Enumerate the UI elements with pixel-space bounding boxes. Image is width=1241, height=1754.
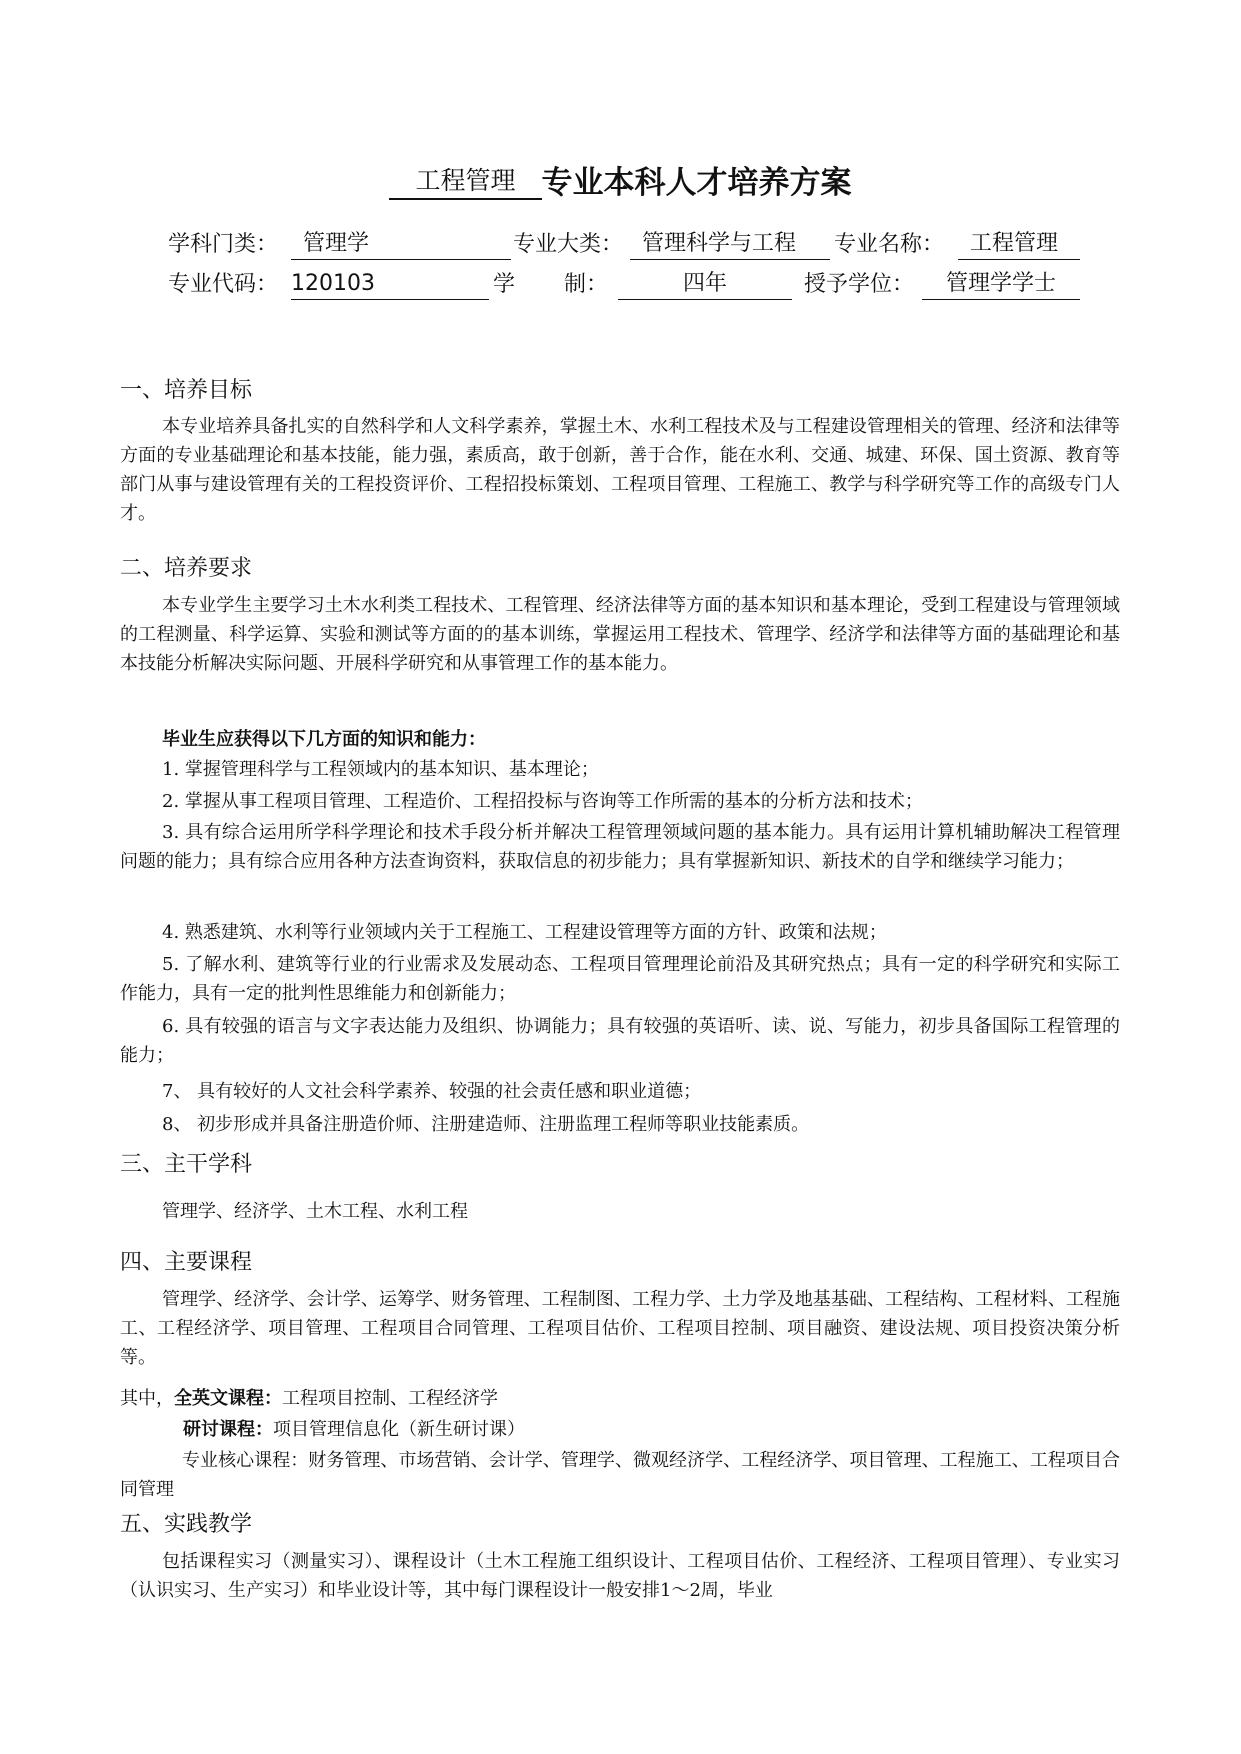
- meta-row-2: [168, 265, 1108, 305]
- discipline-label: 学科门类：: [168, 232, 279, 257]
- core-courses-text: 专业核心课程：财务管理、市场营销、会计学、管理学、微观经济学、工程经济学、项目管理、工程施工、工程项目合同管理: [120, 1450, 1120, 1500]
- document-title: [0, 164, 1241, 200]
- section-text-requirements: 本专业学生主要学习土木水利类工程技术、工程管理、经济法律等方面的基本知识和基本理论，受到工程建设与管理领域的工程测量、科学运算、实验和测试等方面的的基本训练，掌握运用工程技术、管理学、经济学和法律等方面的基础理论和基本技能分析解决实际问题、开展科学研究和从事管理工作的基本能力。: [120, 595, 1120, 674]
- seminar-courses-value: 项目管理信息化（新生研讨课）: [273, 1419, 525, 1440]
- code-value: 120103: [291, 269, 489, 300]
- requirement-item: 6. 具有较强的语言与文字表达能力及组织、协调能力；具有较强的英语听、读、说、写能力，初步具备国际工程管理的能力；: [120, 1016, 1120, 1066]
- meta-row-1: [168, 225, 1108, 265]
- requirement-item: 4. 熟悉建筑、水利等行业领域内关于工程施工、工程建设管理等方面的方针、政策和法规；: [162, 922, 887, 943]
- requirement-item: 7、 具有较好的人文社会科学素养、较强的社会责任感和职业道德；: [162, 1081, 702, 1102]
- section-heading-main-courses: 四、主要课程: [120, 1250, 253, 1275]
- major-value: 工程管理: [958, 229, 1080, 260]
- main-courses-text: 管理学、经济学、会计学、运筹学、财务管理、工程制图、工程力学、土力学及地基基础、工程结构、工程材料、工程施工、工程经济学、项目管理、工程项目合同管理、工程项目估价、工程项目控制、项目融资、建设法规、项目投资决策分析等。: [120, 1289, 1120, 1368]
- section-heading-practice: 五、实践教学: [120, 1512, 253, 1537]
- requirement-item: 3. 具有综合运用所学科学理论和技术手段分析并解决工程管理领域问题的基本能力。具有运用计算机辅助解决工程管理问题的能力；具有综合应用各种方法查询资料，获取信息的初步能力；具有掌握新知识、新技术的自学和继续学习能力；: [120, 822, 1120, 872]
- english-courses-prefix: 其中，: [120, 1388, 174, 1409]
- duration-label-2: 制：: [564, 272, 609, 297]
- requirements-subheading: 毕业生应获得以下几方面的知识和能力：: [162, 729, 486, 750]
- duration-value: 四年: [618, 269, 792, 300]
- degree-label: 授予学位：: [804, 272, 915, 297]
- requirement-item: 8、 初步形成并具备注册造价师、注册建造师、注册监理工程师等职业技能素质。: [162, 1114, 810, 1135]
- discipline-value: 管理学: [291, 229, 511, 260]
- english-courses-value: 工程项目控制、工程经济学: [282, 1388, 498, 1409]
- section-text-objectives: 本专业培养具备扎实的自然科学和人文科学素养，掌握土木、水利工程技术及与工程建设管理相关的管理、经济和法律等方面的专业基础理论和基本技能，能力强，素质高，敢于创新，善于合作，能在水利、交通、城建、环保、国土资源、教育等部门从事与建设管理有关的工程投资评价、工程招投标策划、工程项目管理、工程施工、教学与科学研究等工作的高级专门人才。: [120, 416, 1120, 524]
- english-courses-label: 全英文课程：: [174, 1388, 282, 1409]
- section-heading-main-disciplines: 三、主干学科: [120, 1152, 253, 1177]
- degree-value: 管理学学士: [922, 269, 1080, 300]
- requirement-item: 5. 了解水利、建筑等行业的行业需求及发展动态、工程项目管理理论前沿及其研究热点；具有一定的科学研究和实际工作能力，具有一定的批判性思维能力和创新能力；: [120, 954, 1120, 1004]
- english-courses-line: [120, 1384, 498, 1413]
- code-label: 专业代码：: [168, 272, 279, 297]
- title-major-field: 工程管理: [389, 164, 541, 200]
- practice-text: 包括课程实习（测量实习）、课程设计（土木工程施工组织设计、工程项目估价、工程经济、工程项目管理）、专业实习（认识实习、生产实习）和毕业设计等，其中每门课程设计一般安排1～2周，毕业: [120, 1551, 1120, 1601]
- duration-label-1: 学: [493, 272, 516, 297]
- section-heading-requirements: 二、培养要求: [120, 556, 253, 581]
- title-main-text: 专业本科人才培养方案: [541, 165, 852, 201]
- category-value: 管理科学与工程: [630, 229, 830, 260]
- seminar-courses-label: 研讨课程：: [183, 1419, 273, 1440]
- requirement-item: 1. 掌握管理科学与工程领域内的基本知识、基本理论；: [162, 759, 599, 780]
- seminar-courses-line: [183, 1415, 525, 1444]
- requirement-item: 2. 掌握从事工程项目管理、工程造价、工程招投标与咨询等工作所需的基本的分析方法和技术；: [162, 791, 923, 812]
- category-label: 专业大类：: [513, 232, 624, 257]
- program-meta: [168, 225, 1108, 305]
- major-label: 专业名称：: [834, 232, 945, 257]
- section-heading-objectives: 一、培养目标: [120, 378, 253, 403]
- main-disciplines-text: 管理学、经济学、土木工程、水利工程: [162, 1201, 468, 1222]
